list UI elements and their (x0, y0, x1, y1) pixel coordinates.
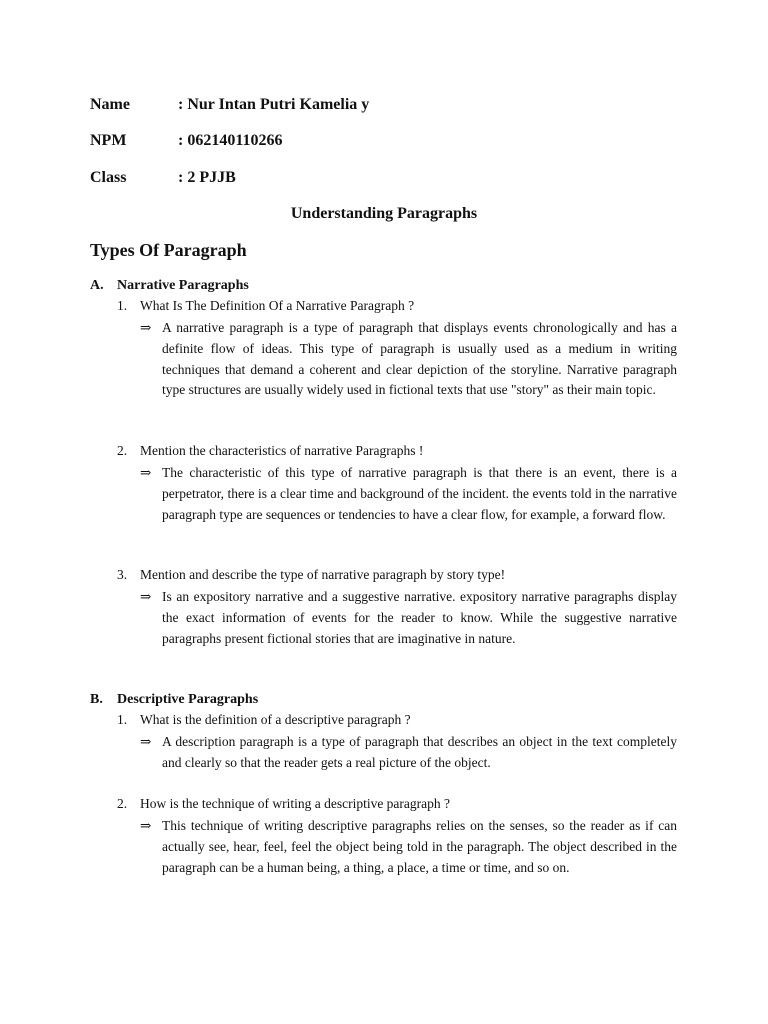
question-text: What Is The Definition Of a Narrative Paragraph ? (140, 298, 415, 313)
section-letter: B. (90, 692, 103, 707)
npm-value: : 062140110266 (178, 132, 283, 149)
answer-block (140, 318, 677, 401)
name-label: Name (90, 96, 130, 113)
question-text: How is the technique of writing a descriptive paragraph ? (140, 796, 451, 811)
question-number: 1. (117, 712, 128, 727)
class-label: Class (90, 169, 127, 186)
answer-text: A description paragraph is a type of paragraph that describes an object in the text completely and clearly so that the reader gets a real picture of the object. (162, 734, 677, 770)
section-heading-descriptive (90, 692, 258, 708)
question-item (117, 298, 414, 314)
section-title: Narrative Paragraphs (117, 278, 249, 293)
question-number: 2. (117, 443, 128, 458)
question-item (117, 712, 411, 728)
section-letter: A. (90, 278, 104, 293)
question-number: 3. (117, 567, 128, 582)
name-value: : Nur Intan Putri Kamelia y (178, 96, 370, 113)
answer-block (140, 732, 677, 774)
question-text: Mention and describe the type of narrative paragraph by story type! (140, 567, 506, 582)
question-item (117, 443, 423, 459)
arrow-icon: ⇒ (140, 465, 152, 480)
arrow-icon: ⇒ (140, 320, 152, 335)
section-heading-narrative (90, 278, 249, 294)
question-text: Mention the characteristics of narrative Paragraphs ! (140, 443, 424, 458)
question-number: 2. (117, 796, 128, 811)
answer-text: The characteristic of this type of narrative paragraph is that there is an event, there is a perpetrator, there is a clear time and background of the incident. the events told in the narrative paragraph type are sequences or tendencies to have a clear flow, for example, a forward flow. (162, 465, 677, 522)
answer-block (140, 587, 677, 649)
answer-text: This technique of writing descriptive paragraphs relies on the senses, so the reader as if can actually see, hear, feel, feel the object being told in the paragraph. The object described in the paragraph can be a human being, a thing, a place, a time or time, and so on. (162, 818, 677, 875)
class-row (90, 169, 236, 187)
answer-block (140, 463, 677, 525)
answer-text: A narrative paragraph is a type of paragraph that displays events chronologically and has a definite flow of ideas. This type of paragraph is usually used as a medium in writing techniques that demand a coherent and clear depiction of the storyline. Narrative paragraph type structures are usually widely used in fictional texts that use "story" as their main topic. (162, 320, 677, 398)
arrow-icon: ⇒ (140, 734, 152, 749)
question-text: What is the definition of a descriptive paragraph ? (140, 712, 411, 727)
name-row (90, 96, 369, 114)
arrow-icon: ⇒ (140, 589, 152, 604)
question-item (117, 567, 505, 583)
npm-label: NPM (90, 132, 127, 149)
answer-block (140, 816, 677, 878)
class-value: : 2 PJJB (178, 169, 236, 186)
answer-text: Is an expository narrative and a suggestive narrative. expository narrative paragraphs display the exact information of events for the reader to know. While the suggestive narrative paragraphs present fictional stories that are imaginative in nature. (162, 589, 677, 646)
section-subtitle: Types Of Paragraph (90, 240, 247, 260)
arrow-icon: ⇒ (140, 818, 152, 833)
npm-row (90, 132, 282, 150)
page-title: Understanding Paragraphs (290, 205, 478, 222)
question-number: 1. (117, 298, 128, 313)
question-item (117, 796, 450, 812)
section-title: Descriptive Paragraphs (117, 692, 259, 707)
